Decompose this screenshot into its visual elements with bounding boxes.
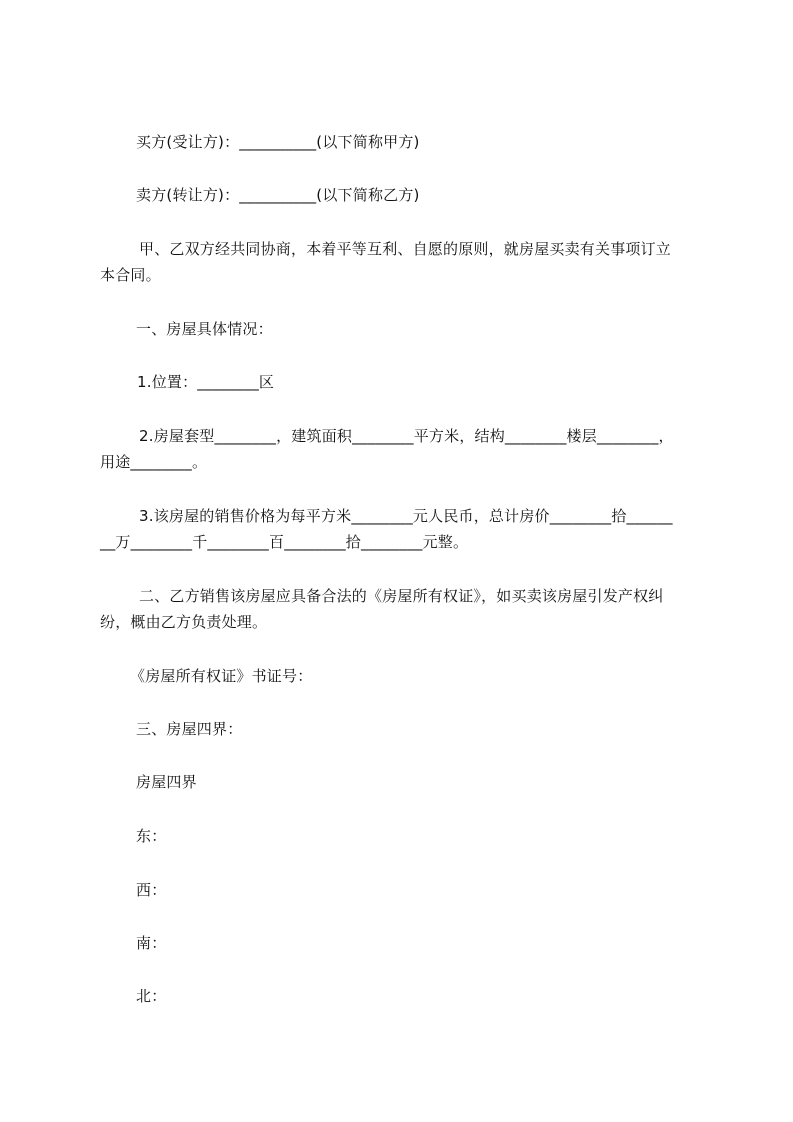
seller-line: 卖方(转让方)：__________(以下简称乙方) — [136, 186, 420, 204]
item-price-line-2: __万________千________百________拾________元整。 — [100, 533, 469, 551]
section-3-heading: 三、房屋四界： — [136, 720, 243, 738]
certificate-number-line: 《房屋所有权证》书证号： — [130, 667, 313, 685]
boundary-south: 南： — [136, 934, 167, 952]
boundary-title: 房屋四界 — [136, 773, 197, 791]
boundary-east: 东： — [136, 827, 167, 845]
section-2-line-1: 二、乙方销售该房屋应具备合法的《房屋所有权证》，如买卖该房屋引发产权纠 — [139, 587, 664, 605]
item-house-type-line-1: 2.房屋套型________，建筑面积________平方米，结构________楼层________， — [139, 427, 674, 445]
boundary-north: 北： — [136, 987, 167, 1005]
item-price-line-1: 3.该房屋的销售价格为每平方米________元人民币，总计房价________拾______ — [139, 507, 673, 525]
intro-line-1: 甲、乙双方经共同协商，本着平等互利、自愿的原则，就房屋买卖有关事项订立 — [139, 240, 672, 258]
intro-line-2: 本合同。 — [100, 266, 161, 284]
item-house-type-line-2: 用途________。 — [100, 453, 208, 471]
section-2-line-2: 纷，概由乙方负责处理。 — [100, 613, 268, 631]
boundary-west: 西： — [136, 881, 167, 899]
buyer-line: 买方(受让方)：__________(以下简称甲方) — [136, 133, 420, 151]
item-location: 1.位置：________区 — [137, 373, 275, 391]
section-1-heading: 一、房屋具体情况： — [136, 320, 273, 338]
